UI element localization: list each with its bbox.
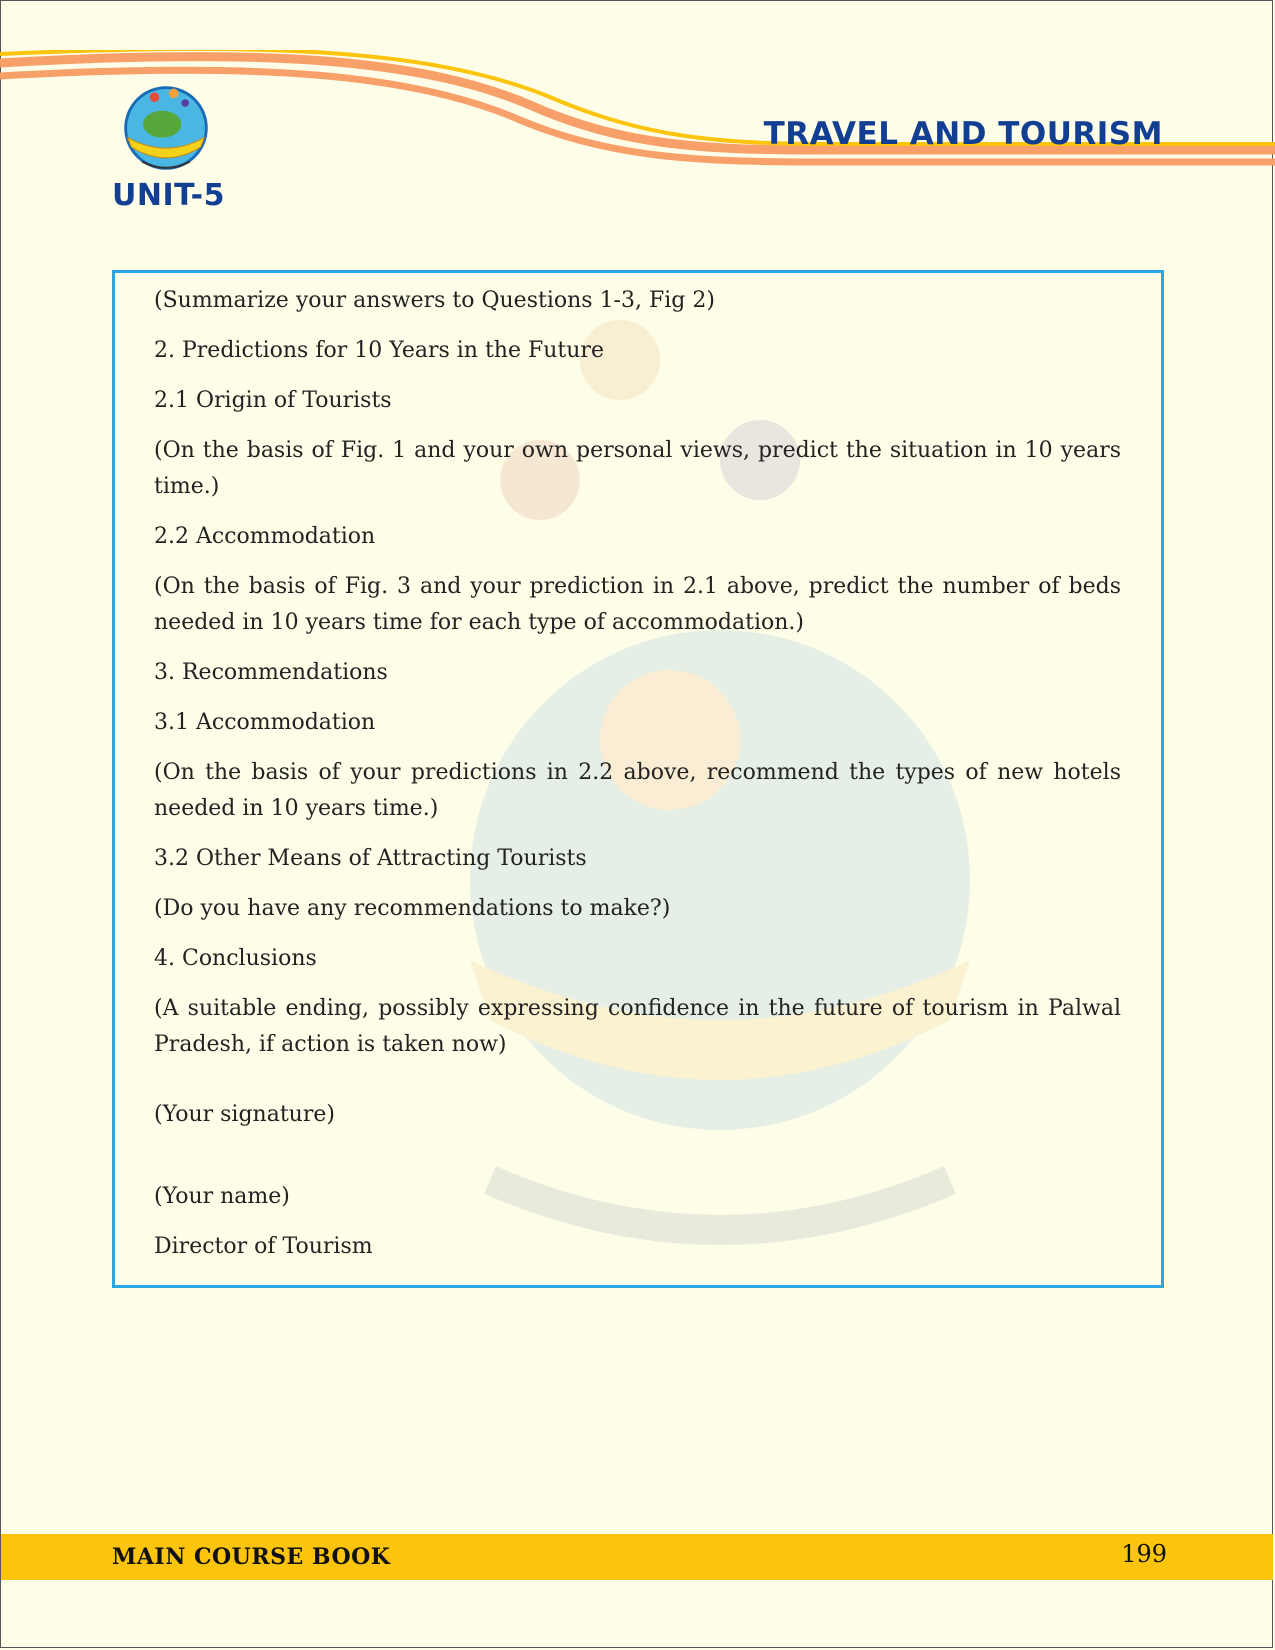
subsection-heading-attracting: 3.2 Other Means of Attracting Tourists (154, 846, 587, 871)
section-heading-recommendations: 3. Recommendations (154, 660, 388, 685)
section-heading-predictions: 2. Predictions for 10 Years in the Future (154, 338, 604, 363)
page-number: 199 (1121, 1540, 1167, 1568)
accommodation-instruction: (On the basis of Fig. 3 and your prediction in 2.1 above, predict the number of beds needed in 10 years time for each type of accommodation.) (154, 574, 1121, 635)
origin-instruction: (On the basis of Fig. 1 and your own personal views, predict the situation in 10 years time.) (154, 438, 1121, 499)
subsection-heading-accommodation: 2.2 Accommodation (154, 524, 376, 549)
director-title: Director of Tourism (154, 1234, 373, 1259)
hotel-recommendation-instruction: (On the basis of your predictions in 2.2 above, recommend the types of new hotels needed in 10 years time.) (154, 760, 1121, 821)
subsection-heading-origin: 2.1 Origin of Tourists (154, 388, 392, 413)
footer-book-title: MAIN COURSE BOOK (112, 1544, 391, 1570)
name-placeholder: (Your name) (154, 1184, 290, 1209)
section-heading-conclusions: 4. Conclusions (154, 946, 317, 971)
cbse-cce-logo-icon (118, 80, 214, 176)
unit-label: UNIT-5 (112, 178, 226, 213)
content-box (112, 270, 1164, 1288)
conclusion-instruction: (A suitable ending, possibly expressing confidence in the future of tourism in Palwal Pradesh, if action is taken now) (154, 996, 1121, 1057)
signature-placeholder: (Your signature) (154, 1102, 335, 1127)
summary-instruction: (Summarize your answers to Questions 1-3, Fig 2) (154, 288, 715, 313)
attracting-instruction: (Do you have any recommendations to make?) (154, 896, 671, 921)
subsection-heading-accommodation-rec: 3.1 Accommodation (154, 710, 376, 735)
chapter-title: TRAVEL AND TOURISM (763, 116, 1163, 152)
